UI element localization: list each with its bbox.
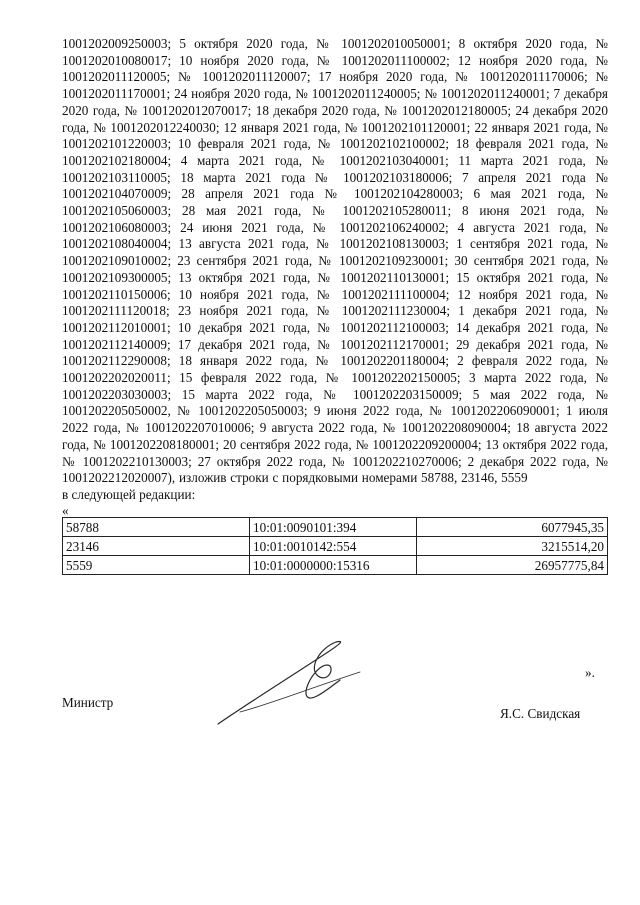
minister-title: Министр	[62, 695, 114, 710]
body-paragraph: 1001202009250003; 5 октября 2020 года, № 1001202010050001; 8 октября 2020 года, № 1001202010080017; 10 ноября 2020 года, № 1001202011100002; 12 ноября 2020 года, № 1001202011120005; № 1001202011120007; 17 ноября 2020 года, № 1001202011170006; № 1001202011170001; 24 ноября 2020 года, № 1001202011240005; № 1001202011240001; 7 декабря 2020 года, № 1001202012070017; 18 декабря 2020 года, № 1001202012180005; 24 декабря 2020 года, № 1001202012240030; 12 января 2021 года, № 1001202101120001; 22 января 2021 года, № 1001202101220003; 10 февраля 2021 года, № 1001202102100002; 18 февраля 2021 года, № 1001202102180004; 4 марта 2021 года, № 1001202103040001; 11 марта 2021 года, № 1001202103110005; 18 марта 2021 года № 1001202103180006; 7 апреля 2021 года № 1001202104070009; 28 апреля 2021 года № 1001202104280003; 6 мая 2021 года, № 1001202105060003; 28 мая 2021 года, № 1001202105280011; 8 июня 2021 года, № 1001202106080003; 24 июня 2021 года, № 1001202106240002; 4 августа 2021 года, № 1001202108040004; 13 августа 2021 года, № 1001202108130003; 1 сентября 2021 года, № 1001202109010002; 23 сентября 2021 года, № 1001202109230001; 30 сентября 2021 года, № 1001202109300005; 13 октября 2021 года, № 1001202110130001; 15 октября 2021 года, № 1001202110150006; 10 ноября 2021 года, № 1001202111100004; 12 ноября 2021 года, № 1001202111120018; 23 ноября 2021 года, № 1001202111230004; 1 декабря 2021 года, № 1001202112010001; 10 декабря 2021 года, № 1001202112100003; 14 декабря 2021 года, № 1001202112140009; 17 декабря 2021 года, № 1001202112170001; 29 декабря 2021 года, № 1001202112290008; 18 января 2022 года, № 1001202201180004; 2 февраля 2022 года, № 1001202202020011; 15 февраля 2022 года, № 1001202202150005; 3 марта 2022 года, № 1001202203030003; 15 марта 2022 года, № 1001202203150009; 5 мая 2022 года, № 1001202205050002, № 1001202205050003; 9 июня 2022 года, № 1001202206090001; 1 июля 2022 года, № 1001202207010006; 9 августа 2022 года, № 1001202208090004; 18 августа 2022 года, № 1001202208180001; 20 сентября 2022 года, № 1001202209200004; 13 октября 2022 года, № 1001202210130003; 27 октября 2022 года, № 1001202210270006; 2 декабря 2022 года, № 1001202212020007), изложив строки с порядковыми номерами 58788, 23146, 5559	[62, 36, 608, 486]
row-number-cell: 5559	[63, 555, 250, 574]
cadastral-value-cell: 3215514,20	[417, 536, 608, 555]
row-number-cell: 58788	[63, 517, 250, 536]
cadastral-value-cell: 26957775,84	[417, 555, 608, 574]
cadastral-number-cell: 10:01:0090101:394	[250, 517, 417, 536]
lead-in-text: в следующей редакции:	[62, 486, 196, 502]
handwritten-signature	[210, 632, 370, 727]
opening-quote: «	[62, 502, 69, 518]
signer-name: Я.С. Свидская	[500, 706, 581, 721]
closing-quote: ».	[585, 665, 595, 680]
row-number-cell: 23146	[63, 536, 250, 555]
table-row	[63, 517, 608, 536]
cadastral-value-cell: 6077945,35	[417, 517, 608, 536]
cadastral-number-cell: 10:01:0000000:15316	[250, 555, 417, 574]
table-row	[63, 555, 608, 574]
cadastral-number-cell: 10:01:0010142:554	[250, 536, 417, 555]
table-row	[63, 536, 608, 555]
cadastral-value-table	[62, 517, 608, 575]
document-page	[62, 36, 608, 575]
